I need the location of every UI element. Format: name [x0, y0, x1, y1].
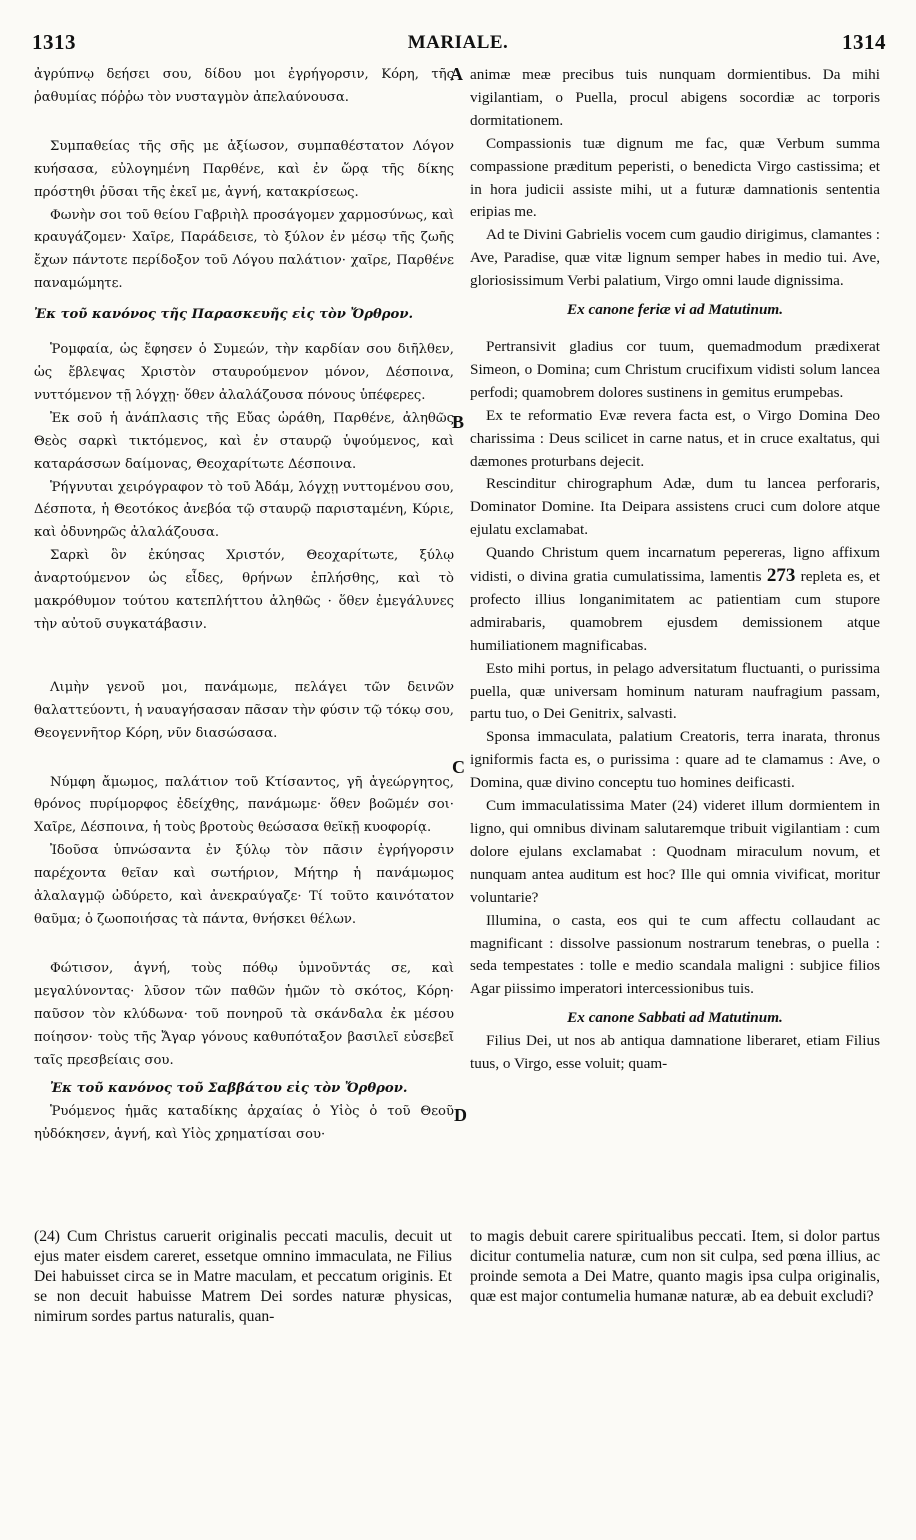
column-number: 273 — [766, 565, 796, 587]
latin-paragraph: Ad te Divini Gabrielis vocem cum gaudio dirigimus, clamantes : Ave, Paradise, quæ vitæ lignum semper habes in medio tui. Ave, gloriosissimum Verbi palatium, Virgo omni laude dignissima. — [470, 226, 880, 290]
footnote-right: to magis debuit carere spiritualibus peccati. Item, si dolor partus dicitur contumelia naturæ, cum non sit culpa, sed pœna illius, ac proinde semota a Dei Matre, quanto magis ipsa culpa originalis, quæ est major contumelia humanæ naturæ, ab ea debuit excludi? — [470, 1228, 880, 1305]
margin-mark-a: A — [450, 64, 463, 84]
latin-column — [470, 64, 880, 1076]
latin-paragraph: Filius Dei, ut nos ab antiqua damnatione liberaret, etiam Filius tuus, o Virgo, esse voluit; quam- — [470, 1032, 880, 1073]
latin-paragraph: Illumina, o casta, eos qui te cum affectu collaudant ac magnificant : dissolve passionum nostrarum tenebras, o puella : seda tempestates : tolle e medio scandala maligni : subjice filios Agar piissimo imperatori intercessionibus tuis. — [470, 911, 880, 998]
greek-paragraph: Λιμὴν γενοῦ μοι, πανάμωμε, πελάγει τῶν δεινῶν θαλαττεύοντι, ἡ ναυαγήσασαν πᾶσαν τὴν φύσιν τῷ τόκῳ σου, Θεογεννῆτορ Κόρη, νῦν διασώσασα. — [34, 679, 454, 741]
latin-text: Quando Christum quem incarnatum pepereras, ligno affixum vidisti, o divina gratia cumulatissima, lamentis — [470, 544, 880, 586]
running-title: MARIALE. — [407, 32, 509, 53]
greek-paragraph: Ἐκ σοῦ ἡ ἀνάπλασις τῆς Εὔας ὡράθη, Παρθένε, ἀληθῶς Θεὸς σαρκὶ τικτόμενος, καὶ ἐν σταυρῷ ὑψούμενος, καὶ καταράσσων δαίμονας, Θεοχαρίτωτε Δέσποινα. — [34, 410, 454, 472]
latin-paragraph: animæ meæ precibus tuis nunquam dormientibus. Da mihi vigilantiam, o Puella, procul abigens socordiæ ac torporis dormitationem. — [470, 66, 880, 129]
greek-paragraph: Ῥομφαία, ὡς ἔφησεν ὁ Συμεών, τὴν καρδίαν σου διῆλθεν, ὡς ἔβλεψας Χριστὸν σταυρούμενον μόνον, Δέσποινα, νυττόμενον τῇ λόγχῃ· ὅθεν ἀλαλάζουσα πόνους ὑπέφερες. — [34, 342, 454, 403]
greek-paragraph: Συμπαθείας τῆς σῆς με ἀξίωσον, συμπαθέστατον Λόγον κυήσασα, εὐλογημένη Παρθένε, καὶ ἐν ὥρᾳ τῆς δίκης πρόστηθι ῥῦσαι τῆς ἐκεῖ με, ἁγνή, κατακρίσεως. — [34, 138, 454, 200]
greek-paragraph: Σαρκὶ ὃν ἐκύησας Χριστόν, Θεοχαρίτωτε, ξύλῳ ἀναρτούμενον ὡς εἶδες, θρήνων ἐπλήσθης, καὶ τὸ μακρόθυμον τούτου κατεπλήττου ἀληθῶς · ὅθεν ἐμεγάλυνες τὴν αὐτοῦ συγκατάβασιν. — [34, 548, 454, 632]
latin-paragraph: Rescinditur chirographum Adæ, dum tu lancea perforaris, Dominator Domine. Ita Deipara assistens cruci cum dolore atque ejulatu exclamabat. — [470, 475, 880, 539]
latin-paragraph: Compassionis tuæ dignum me fac, quæ Verbum summa compassione præditum peperisti, o benedicta Virgo castissima; et in hora judicii assiste mihi, ut a futuræ damnationis sententia eripias me. — [470, 134, 880, 221]
greek-paragraph: ἀγρύπνῳ δεήσει σου, δίδου μοι ἐγρήγορσιν, Κόρη, τῆς ῥαθυμίας πόῤῥω τὸν νυσταγμὸν ἀπελαύνουσα. — [34, 67, 454, 105]
footnote-left: (24) Cum Christus caruerit originalis peccati maculis, decuit ut ejus mater eisdem careret, essetque omnino immaculata, ne Filius Dei habuisset circa se in Matre maculam, et peccatum originis. Et se non decuit habuisse Matrem Dei sordes naturæ physicas, nimirum sordes partus naturalis, quan- — [34, 1228, 452, 1325]
latin-section-heading: Ex canone Sabbati ad Matutinum. — [567, 1009, 783, 1027]
greek-paragraph: Ῥυόμενος ἡμᾶς καταδίκης ἀρχαίας ὁ Υἱὸς ὁ τοῦ Θεοῦ ηὐδόκησεν, ἁγνή, καὶ Υἱὸς χρηματίσαι σου· — [34, 1104, 454, 1143]
latin-paragraph: Pertransivit gladius cor tuum, quemadmodum prædixerat Simeon, o Domina; cum Christum crucifixum vidisti solum lancea perfodi; quamobrem dolores sustinens in gemitus erumpebas. — [470, 337, 880, 401]
greek-paragraph: Νύμφη ἄμωμος, παλάτιον τοῦ Κτίσαντος, γῆ ἀγεώργητος, θρόνος πυρίμορφος ἐδείχθης, πανάμωμε· ὅθεν βοῶμέν σοι· Χαῖρε, Δέσποινα, ἡ τοὺς βροτοὺς θεώσασα θεϊκῇ κυοφορίᾳ. — [34, 774, 454, 836]
greek-paragraph: Φωνὴν σοι τοῦ θείου Γαβριὴλ προσάγομεν χαρμοσύνως, καὶ κραυγάζομεν· Χαῖρε, Παράδεισε, τὸ ξύλον ἐν μέσῳ τῆς ζωῆς ἔχων πάντοτε περίδοξον τοῦ Λόγου παλάτιον· χαῖρε, Παρθένε παναμώμητε. — [34, 207, 454, 292]
latin-paragraph: Esto mihi portus, in pelago adversitatum fluctuanti, o purissima puella, quæ universam hominum naturam naufragium passam, partu tuo, o Dei Genitrix, salvasti. — [470, 659, 880, 723]
latin-paragraph: Sponsa immaculata, palatium Creatoris, terra inarata, thronus igniformis facta es, o purissima : quare ad te clamamus : Ave, o Domina, quæ divino conceptu tuo homines deificasti. — [470, 728, 880, 792]
greek-paragraph: Ῥήγνυται χειρόγραφον τὸ τοῦ Ἀδάμ, λόγχῃ νυττομένου σου, Δέσποτα, ἡ Θεοτόκος ἀνεβόα τῷ σταυρῷ παρισταμένη, Κύριε, καὶ ὀδυνηρῶς ἀλαλάζουσα. — [34, 479, 454, 541]
page-number-right: 1314 — [842, 30, 886, 54]
latin-paragraph: Cum immaculatissima Mater (24) videret illum dormientem in ligno, qui omnibus divinam salutaremque tribuit vigilantiam : cum dolore ejulans exclamabat : Quodnam miraculum novum, et nunquam antea auditum est hoc? Ille qui omnia vivificat, moritur voluntarie? — [470, 797, 880, 906]
greek-section-heading: Ἐκ τοῦ κανόνος τοῦ Σαββάτου εἰς τὸν Ὄρθρον. — [50, 1081, 408, 1097]
latin-section-heading: Ex canone feriæ vi ad Matutinum. — [566, 301, 784, 319]
greek-column — [34, 64, 454, 1147]
latin-paragraph — [470, 542, 880, 658]
greek-section-heading: Ἐκ τοῦ κανόνος τῆς Παρασκευῆς εἰς τὸν Ὄρθρον. — [34, 307, 414, 323]
margin-mark-b: B — [452, 412, 465, 432]
margin-mark-c: C — [452, 757, 465, 777]
page-number-left: 1313 — [32, 30, 76, 54]
margin-mark-d: D — [454, 1105, 467, 1125]
greek-paragraph: Ἰδοῦσα ὑπνώσαντα ἐν ξύλῳ τὸν πᾶσιν ἐγρήγορσιν παρέχοντα θεῖαν καὶ σωτήριον, Μήτηρ ἡ πανάμωμος ἀλαλαγμῷ ὠδύρετο, καὶ ἀνεκραύγαζε· Τί τοῦτο καινότατον θαῦμα; ὁ ζωοποιήσας τὰ πάντα, θνήσκει θέλων. — [34, 843, 454, 927]
latin-text: repleta es, et profecto illius longanimitatem ac patientiam cum stupore admirabaris, quamobrem ejusdem demissionem atque humiliationem magnificabas. — [470, 568, 880, 654]
latin-paragraph: Ex te reformatio Evæ revera facta est, o Virgo Domina Deo charissima : Deus scilicet in carne natus, et in cruce exaltatus, qui dæmones proturbans dejecit. — [470, 406, 880, 470]
greek-paragraph: Φώτισον, ἁγνή, τοὺς πόθῳ ὑμνοῦντάς σε, καὶ μεγαλύνοντας· λῦσον τῶν παθῶν ἡμῶν τὸ σκότος, Κόρη· παῦσον τὸν κλύδωνα· τοῦ πονηροῦ τὰ σκάνδαλα ἐκ μέσου ποίησον· τοὺς τῆς Ἄγαρ γόνους καθυπόταξον βασιλεῖ εὐσεβεῖ ταῖς πρεσβείαις σου. — [34, 960, 454, 1068]
